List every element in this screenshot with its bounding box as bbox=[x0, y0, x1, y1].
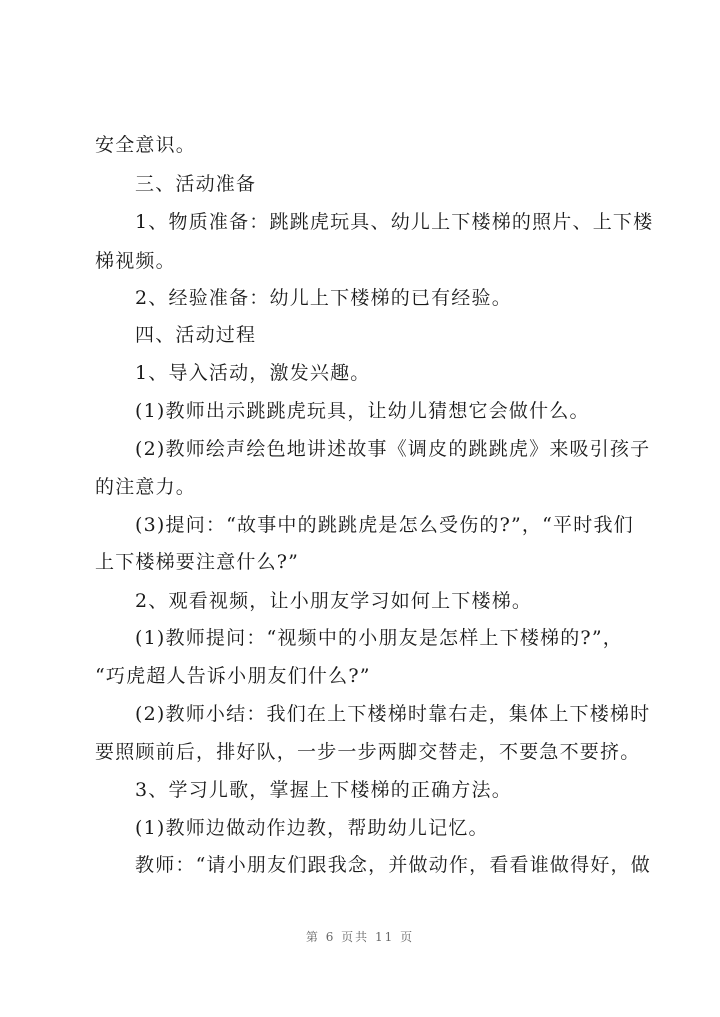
text-line: 2、经验准备：幼儿上下楼梯的已有经验。 bbox=[135, 287, 512, 309]
section-heading: 三、活动准备 bbox=[135, 173, 257, 195]
text-line: 教师：“请小朋友们跟我念，并做动作，看看谁做得好，做 bbox=[135, 854, 651, 876]
text-line: 上下楼梯要注意什么?” bbox=[95, 551, 300, 573]
text-line: (3)提问：“故事中的跳跳虎是怎么受伤的?”，“平时我们 bbox=[135, 514, 634, 536]
text-line: (2)教师小结：我们在上下楼梯时靠右走，集体上下楼梯时 bbox=[135, 703, 651, 725]
text-line: 要照顾前后，排好队，一步一步两脚交替走，不要急不要挤。 bbox=[95, 741, 641, 763]
text-line: 安全意识。 bbox=[95, 134, 197, 156]
text-line: 1、物质准备：跳跳虎玩具、幼儿上下楼梯的照片、上下楼 bbox=[135, 211, 654, 233]
text-line: 3、学习儿歌，掌握上下楼梯的正确方法。 bbox=[135, 779, 512, 801]
text-line: (1)教师边做动作边教，帮助幼儿记忆。 bbox=[135, 817, 489, 839]
text-line: (2)教师绘声绘色地讲述故事《调皮的跳跳虎》来吸引孩子 bbox=[135, 438, 651, 460]
text-line: 梯视频。 bbox=[95, 250, 176, 272]
text-line: 的注意力。 bbox=[95, 476, 197, 498]
text-line: (1)教师出示跳跳虎玩具，让幼儿猜想它会做什么。 bbox=[135, 400, 590, 422]
page-footer: 第 6 页共 11 页 bbox=[305, 930, 415, 944]
text-line: 2、观看视频，让小朋友学习如何上下楼梯。 bbox=[135, 590, 533, 612]
text-line: (1)教师提问：“视频中的小朋友是怎样上下楼梯的?”， bbox=[135, 627, 623, 649]
text-line: 1、导入活动，激发兴趣。 bbox=[135, 362, 371, 384]
text-line: “巧虎超人告诉小朋友们什么?” bbox=[95, 665, 371, 687]
section-heading: 四、活动过程 bbox=[135, 324, 257, 346]
